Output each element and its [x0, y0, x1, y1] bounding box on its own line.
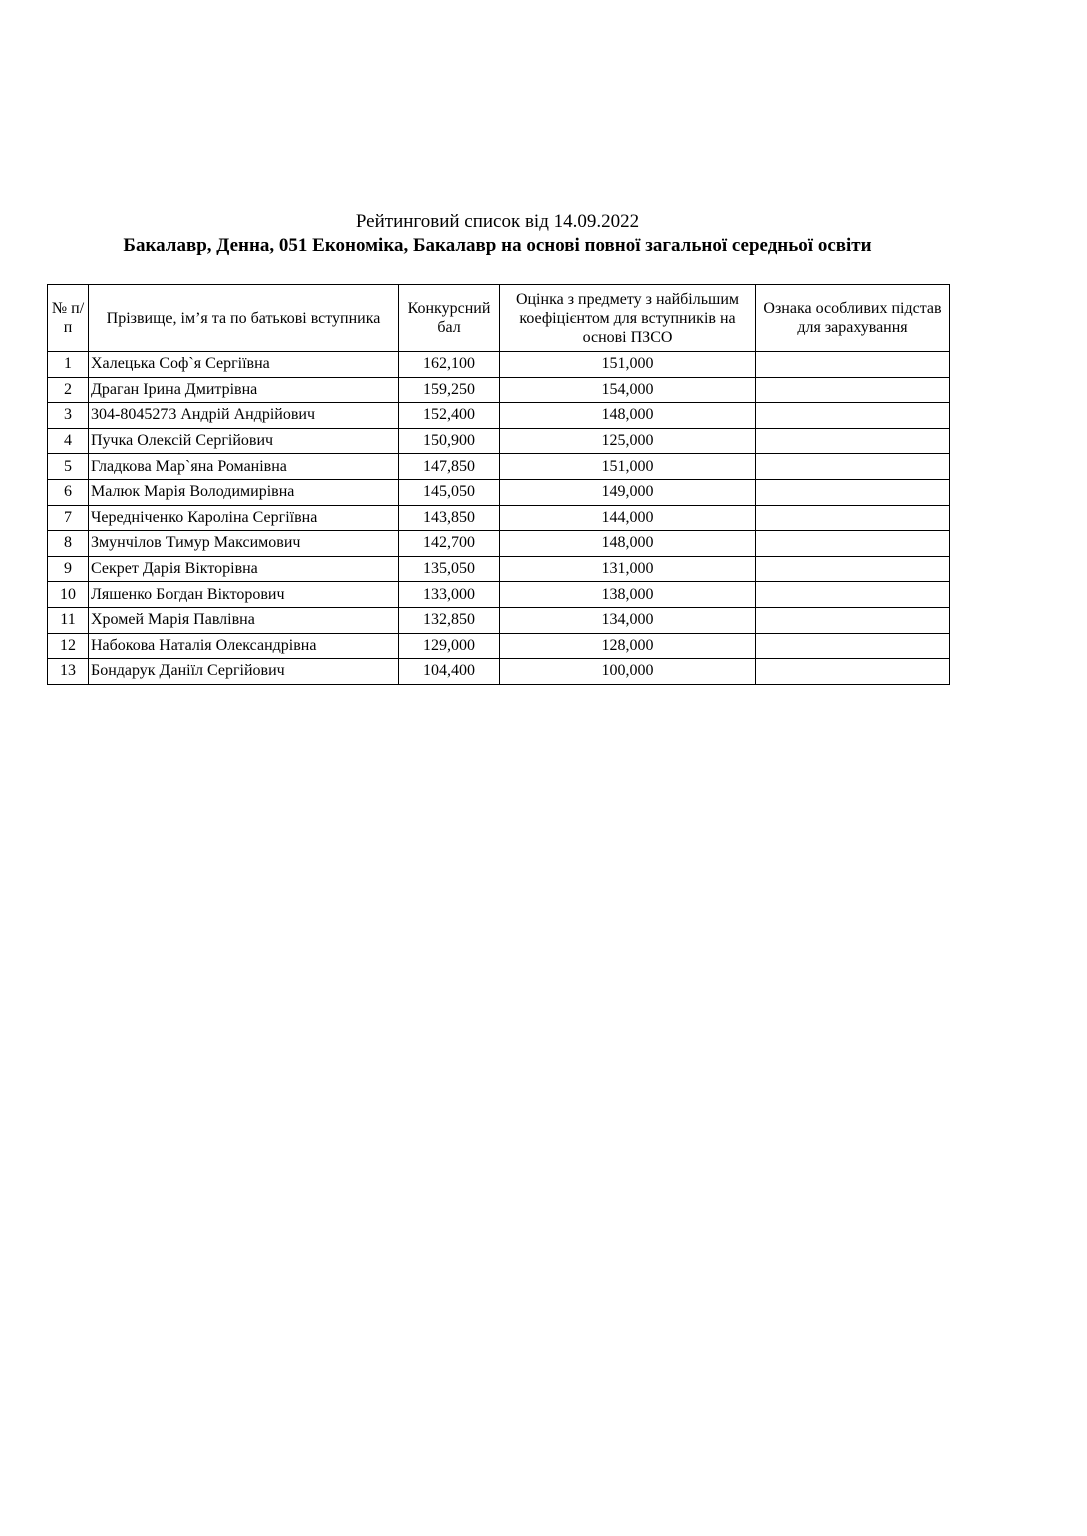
cell-number: 13	[48, 659, 89, 685]
cell-competitive-score: 147,850	[399, 454, 500, 480]
cell-special-grounds	[756, 633, 950, 659]
cell-subject-grade: 134,000	[500, 607, 756, 633]
table-row	[48, 582, 950, 608]
table-row	[48, 479, 950, 505]
page-title-date: Рейтинговий список від 14.09.2022	[355, 211, 640, 232]
cell-number: 10	[48, 582, 89, 608]
cell-subject-grade: 131,000	[500, 556, 756, 582]
cell-subject-grade: 144,000	[500, 505, 756, 531]
table-row	[48, 607, 950, 633]
cell-competitive-score: 150,900	[399, 428, 500, 454]
cell-applicant-name: Гладкова Мар`яна Романівна	[89, 454, 399, 480]
cell-competitive-score: 162,100	[399, 352, 500, 378]
cell-applicant-name: Хромей Марія Павлівна	[89, 607, 399, 633]
cell-subject-grade: 154,000	[500, 377, 756, 403]
cell-number: 2	[48, 377, 89, 403]
cell-special-grounds	[756, 582, 950, 608]
cell-subject-grade: 100,000	[500, 659, 756, 685]
cell-competitive-score: 145,050	[399, 479, 500, 505]
table-row	[48, 556, 950, 582]
column-header-name: Прізвище, ім’я та по батькові вступника	[89, 285, 399, 352]
table-row	[48, 403, 950, 429]
cell-applicant-name: Змунчілов Тимур Максимович	[89, 531, 399, 557]
column-header-special-grounds: Ознака особливих підстав для зарахування	[756, 285, 950, 352]
table-row	[48, 505, 950, 531]
cell-special-grounds	[756, 377, 950, 403]
table-row	[48, 531, 950, 557]
rating-table	[47, 284, 950, 685]
table-row	[48, 428, 950, 454]
cell-subject-grade: 151,000	[500, 454, 756, 480]
cell-special-grounds	[756, 352, 950, 378]
cell-subject-grade: 148,000	[500, 403, 756, 429]
table-row	[48, 633, 950, 659]
cell-competitive-score: 135,050	[399, 556, 500, 582]
cell-number: 3	[48, 403, 89, 429]
cell-special-grounds	[756, 403, 950, 429]
cell-competitive-score: 104,400	[399, 659, 500, 685]
page-title-program: Бакалавр, Денна, 051 Економіка, Бакалавр на основі повної загальної середньої освіти	[123, 235, 872, 256]
column-header-subject-grade: Оцінка з предмету з найбільшим коефіцієнтом для вступників на основі ПЗСО	[500, 285, 756, 352]
table-row	[48, 659, 950, 685]
cell-special-grounds	[756, 659, 950, 685]
cell-number: 12	[48, 633, 89, 659]
cell-subject-grade: 125,000	[500, 428, 756, 454]
cell-subject-grade: 128,000	[500, 633, 756, 659]
column-header-number: № п/п	[48, 285, 89, 352]
cell-special-grounds	[756, 428, 950, 454]
column-header-score: Конкурсний бал	[399, 285, 500, 352]
cell-applicant-name: Бондарук Даніїл Сергійович	[89, 659, 399, 685]
cell-special-grounds	[756, 454, 950, 480]
cell-applicant-name: Малюк Марія Володимирівна	[89, 479, 399, 505]
cell-applicant-name: Ляшенко Богдан Вікторович	[89, 582, 399, 608]
cell-applicant-name: Секрет Дарія Вікторівна	[89, 556, 399, 582]
cell-applicant-name: Чередніченко Кароліна Сергіївна	[89, 505, 399, 531]
cell-subject-grade: 149,000	[500, 479, 756, 505]
cell-special-grounds	[756, 505, 950, 531]
cell-number: 11	[48, 607, 89, 633]
cell-special-grounds	[756, 531, 950, 557]
cell-applicant-name: Набокова Наталія Олександрівна	[89, 633, 399, 659]
cell-number: 9	[48, 556, 89, 582]
cell-number: 7	[48, 505, 89, 531]
cell-subject-grade: 138,000	[500, 582, 756, 608]
table-header-row	[48, 285, 950, 352]
cell-competitive-score: 142,700	[399, 531, 500, 557]
cell-competitive-score: 132,850	[399, 607, 500, 633]
cell-applicant-name: Халецька Соф`я Сергіївна	[89, 352, 399, 378]
cell-special-grounds	[756, 556, 950, 582]
table-row	[48, 454, 950, 480]
cell-applicant-name: Драган Ірина Дмитрівна	[89, 377, 399, 403]
cell-number: 4	[48, 428, 89, 454]
cell-number: 6	[48, 479, 89, 505]
cell-subject-grade: 148,000	[500, 531, 756, 557]
cell-number: 1	[48, 352, 89, 378]
cell-number: 8	[48, 531, 89, 557]
cell-applicant-name: Пучка Олексій Сергійович	[89, 428, 399, 454]
cell-special-grounds	[756, 479, 950, 505]
table-row	[48, 352, 950, 378]
cell-special-grounds	[756, 607, 950, 633]
cell-competitive-score: 159,250	[399, 377, 500, 403]
cell-competitive-score: 133,000	[399, 582, 500, 608]
cell-subject-grade: 151,000	[500, 352, 756, 378]
cell-applicant-name: 304-8045273 Андрій Андрійович	[89, 403, 399, 429]
cell-number: 5	[48, 454, 89, 480]
cell-competitive-score: 129,000	[399, 633, 500, 659]
table-row	[48, 377, 950, 403]
cell-competitive-score: 143,850	[399, 505, 500, 531]
cell-competitive-score: 152,400	[399, 403, 500, 429]
rating-table-body	[48, 352, 950, 685]
